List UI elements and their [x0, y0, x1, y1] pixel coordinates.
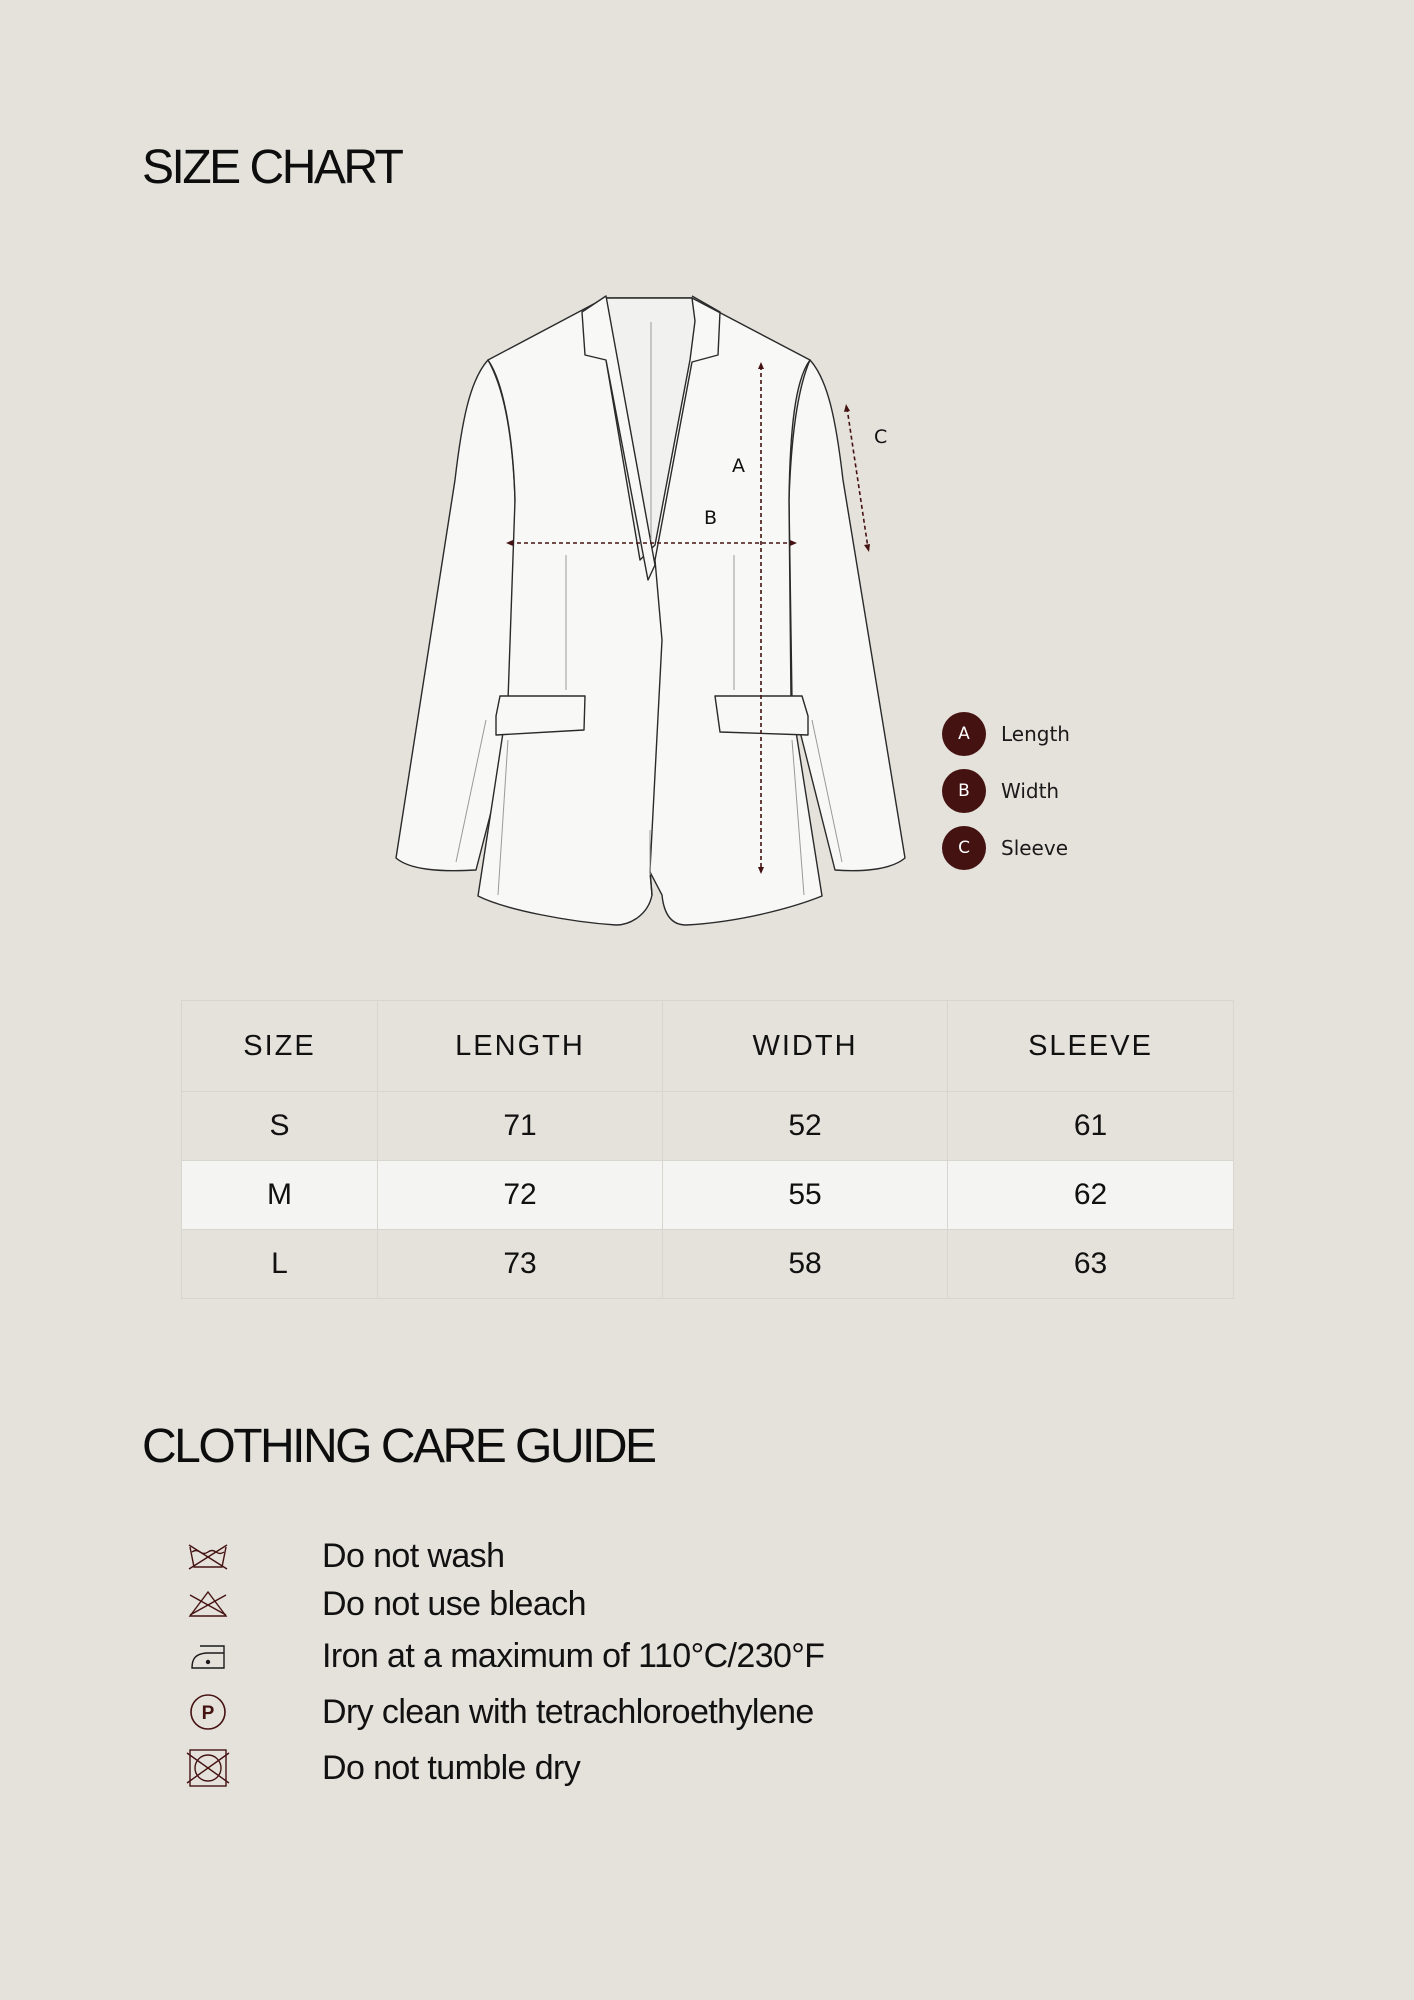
cell-sleeve: 62 [948, 1161, 1234, 1230]
legend-item-width [942, 769, 1070, 813]
dry-clean-p-icon [180, 1692, 236, 1732]
legend-label: Sleeve [1001, 836, 1069, 860]
do-not-tumble-dry-icon [180, 1748, 236, 1788]
table-header-row [182, 1001, 1234, 1092]
cell-size: L [182, 1230, 378, 1299]
care-text: Do not wash [322, 1536, 505, 1575]
care-guide-title: CLOTHING CARE GUIDE [142, 1420, 655, 1473]
header-sleeve: SLEEVE [948, 1001, 1234, 1092]
care-list [180, 1532, 824, 1796]
measurement-legend [942, 712, 1070, 883]
legend-badge-a: A [942, 712, 986, 756]
table-row [182, 1161, 1234, 1230]
cell-width: 52 [663, 1092, 948, 1161]
iron-low-icon [180, 1640, 236, 1672]
size-chart-title: SIZE CHART [142, 141, 402, 194]
dry-clean-p-letter: P [201, 1703, 215, 1724]
legend-item-length [942, 712, 1070, 756]
cell-width: 55 [663, 1161, 948, 1230]
cell-size: M [182, 1161, 378, 1230]
care-item-dry-clean [180, 1684, 824, 1740]
cell-sleeve: 61 [948, 1092, 1234, 1161]
care-text: Do not tumble dry [322, 1748, 581, 1787]
do-not-wash-icon [180, 1541, 236, 1571]
legend-item-sleeve [942, 826, 1070, 870]
do-not-bleach-icon [180, 1589, 236, 1619]
label-c: C [874, 426, 888, 448]
table-row [182, 1230, 1234, 1299]
cell-length: 71 [378, 1092, 663, 1161]
header-length: LENGTH [378, 1001, 663, 1092]
right-pocket-flap [715, 696, 808, 735]
care-text: Do not use bleach [322, 1584, 586, 1623]
label-b: B [704, 507, 718, 529]
size-table [181, 1000, 1234, 1299]
care-item-tumble [180, 1740, 824, 1796]
cell-length: 72 [378, 1161, 663, 1230]
care-text: Iron at a maximum of 110°C/230°F [322, 1636, 825, 1675]
cell-length: 73 [378, 1230, 663, 1299]
label-a: A [732, 455, 745, 477]
legend-badge-c: C [942, 826, 986, 870]
table-row [182, 1092, 1234, 1161]
left-pocket-flap [496, 696, 585, 735]
jacket-diagram [380, 280, 940, 940]
cell-size: S [182, 1092, 378, 1161]
care-item-bleach [180, 1580, 824, 1628]
legend-label: Width [1001, 779, 1060, 803]
care-item-iron [180, 1628, 824, 1684]
legend-badge-b: B [942, 769, 986, 813]
care-item-wash [180, 1532, 824, 1580]
header-size: SIZE [182, 1001, 378, 1092]
header-width: WIDTH [663, 1001, 948, 1092]
cell-width: 58 [663, 1230, 948, 1299]
care-text: Dry clean with tetrachloroethylene [322, 1692, 814, 1731]
cell-sleeve: 63 [948, 1230, 1234, 1299]
legend-label: Length [1001, 722, 1070, 746]
